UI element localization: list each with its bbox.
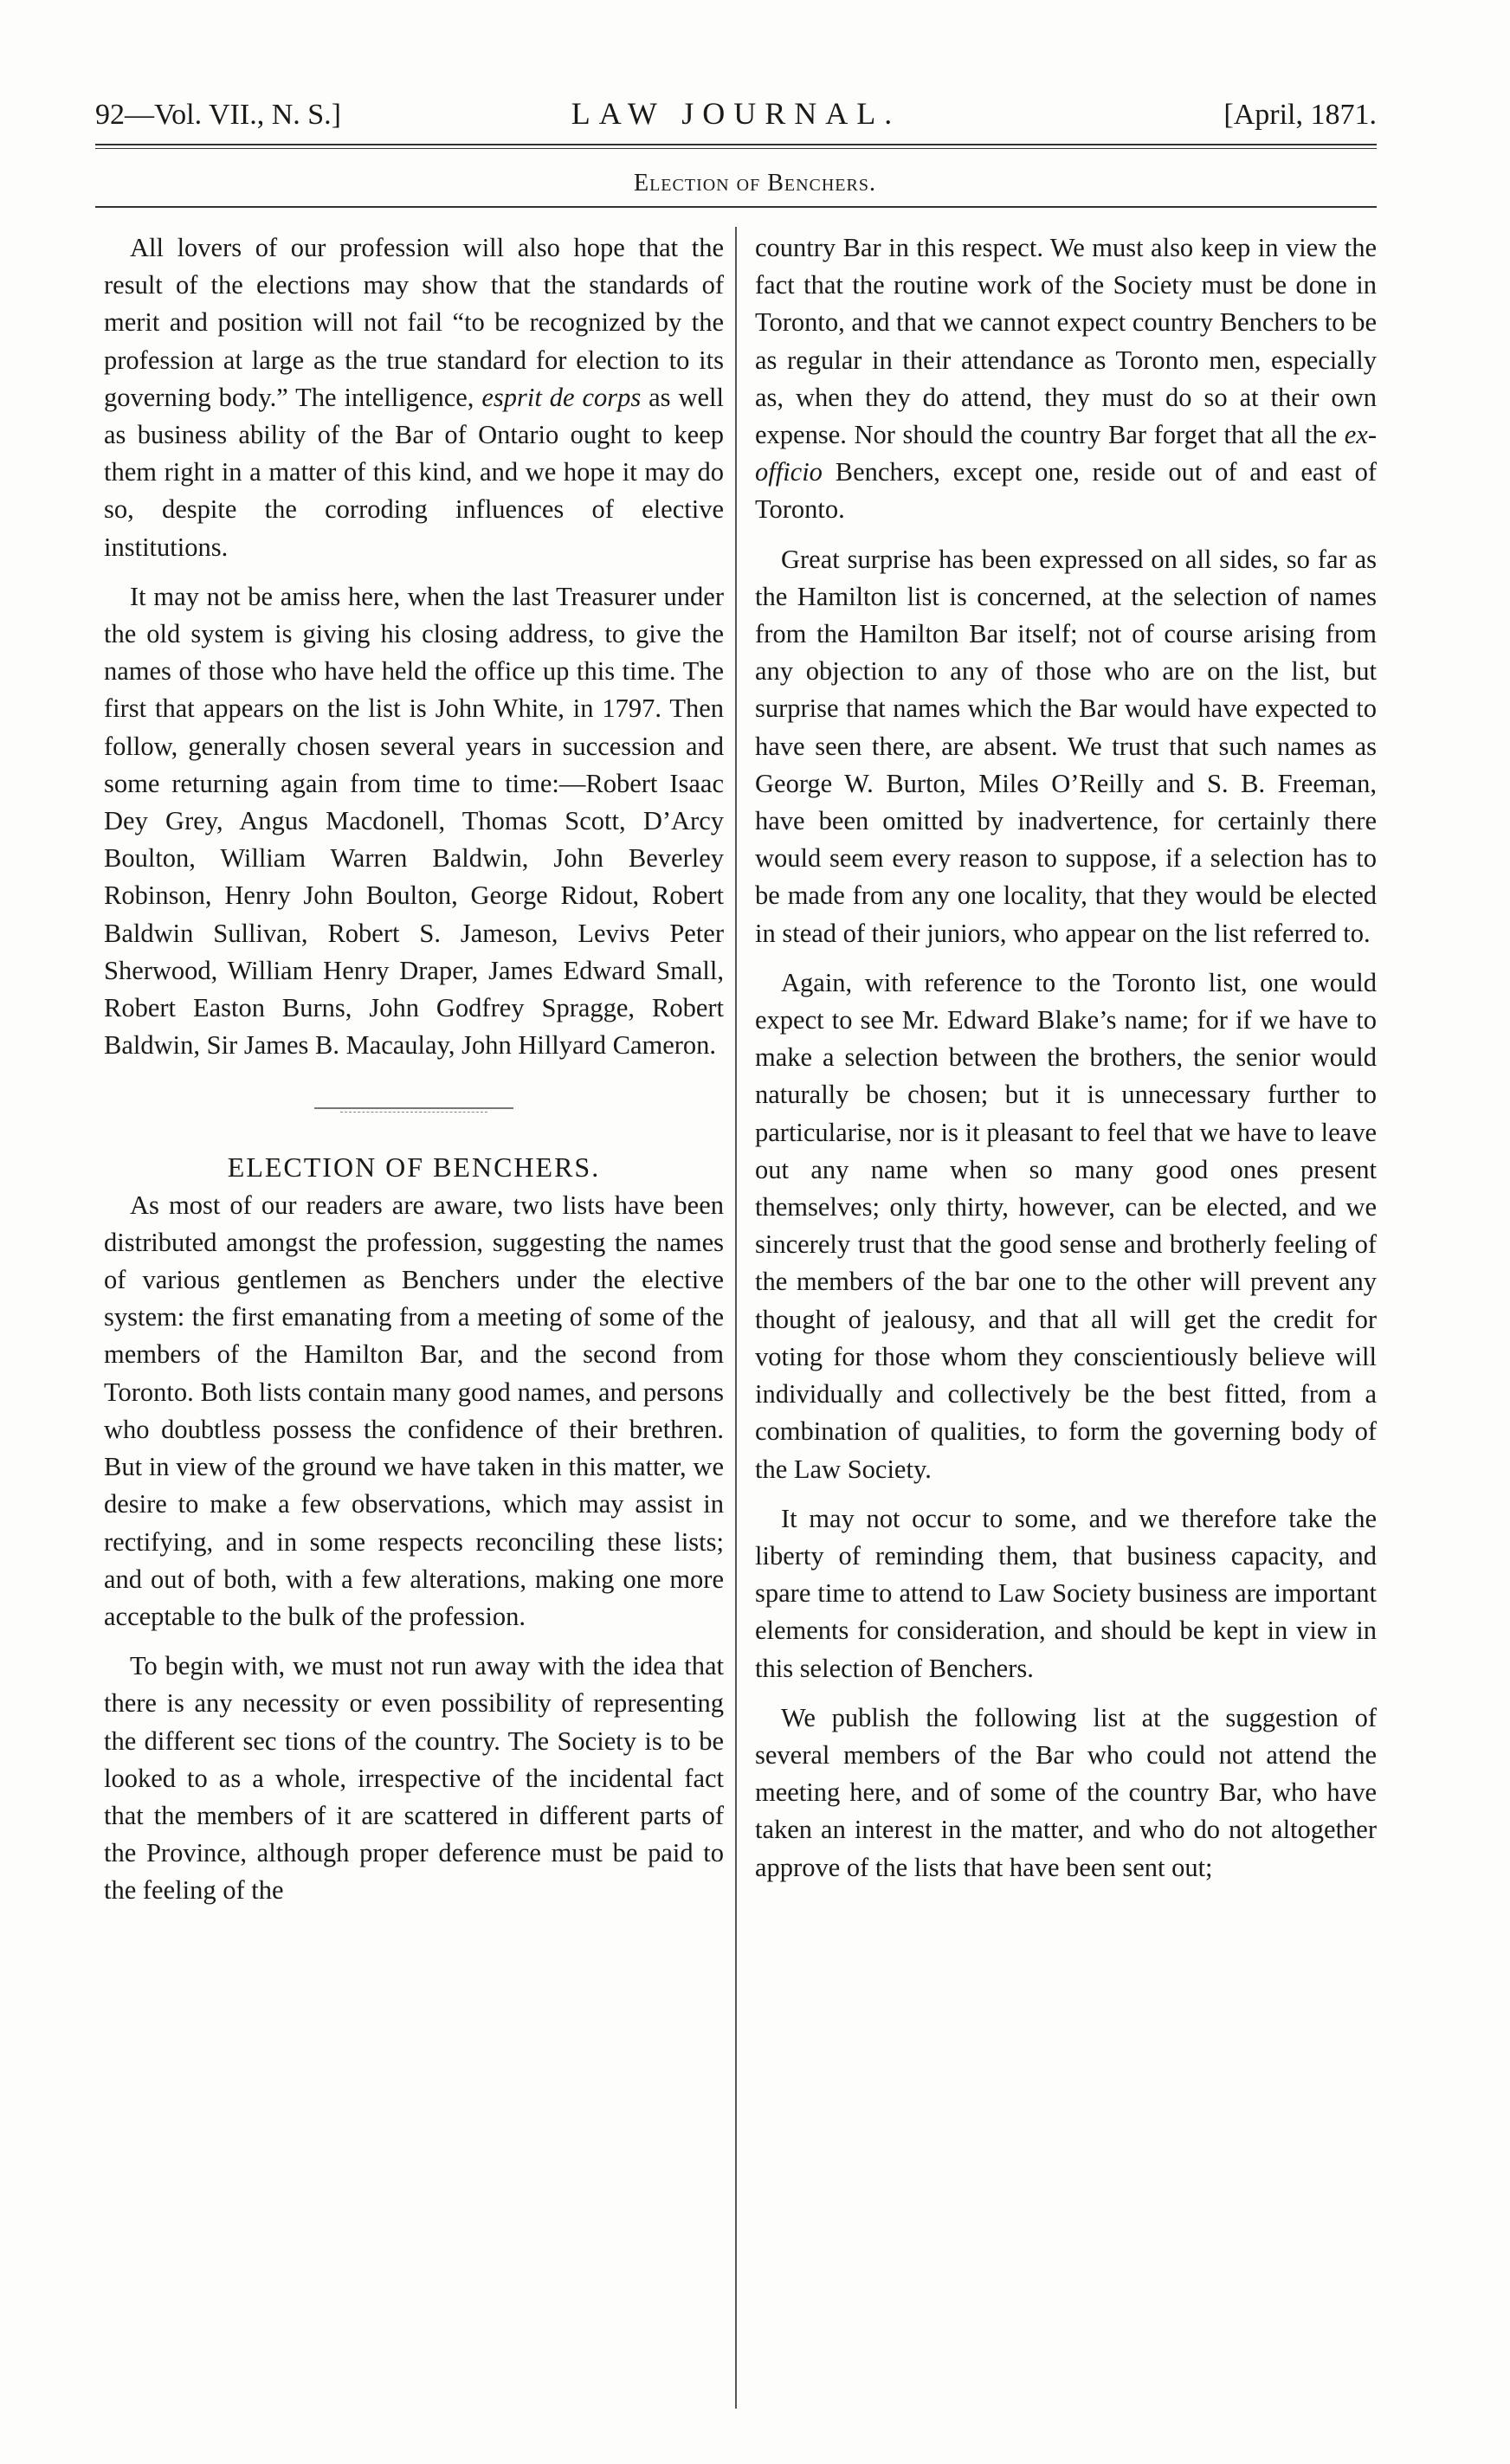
paragraph: Again, with reference to the Toronto list, one would expect to see Mr. Edward Blake’s name; for if we have to make a selection between the brothers, the senior would naturally be chosen; but it is unnecessary further to particularise, nor is it pleasant to feel that we have to leave out any name when so many good ones present themselves; only thirty, however, can be elected, and we sincerely trust that the good sense and brotherly feeling of the members of the bar one to the other will prevent any thought of jealousy, and that all will get the credit for voting for those whom they conscientiously believe will individually and collectively be the best fitted, from a combination of qualities, to form the governing body of the Law Society. (755, 967, 1377, 1484)
right-column (755, 229, 1377, 1887)
running-head-rule (95, 206, 1377, 208)
paragraph: Great surprise has been expressed on all sides, so far as the Hamilton list is concerned, at the selection of names from the Hamilton Bar itself; not of course arising from any objection to any of those who are on the list, but surprise that names which the Bar would have expected to have seen there, are absent. We trust that such names as George W. Burton, Miles O’Reilly and S. B. Freeman, have been omitted by inadvertence, for certainly there would seem every reason to suppose, if a selection has to be made from any one locality, that they would be elected in stead of their juniors, who appear on the list referred to. (755, 544, 1377, 948)
volume-page-label: 92—Vol. VII., N. S.] (95, 99, 341, 131)
section-ornament (314, 1106, 513, 1114)
paragraph: All lovers of our profession will also hope that the result of the elections may show that the standards of merit and position will not fail “to be recognized by the profession at large as the true standard for election to its governing body.” The intelligence, esprit de corps as well as business ability of the Bar of Ontario ought to keep them right in a matter of this kind, and we hope it may do so, despite the corroding influences of elective institutions. (104, 233, 724, 562)
paragraph: country Bar in this respect. We must also keep in view the fact that the routine work of the Society must be done in Toronto, and that we cannot expect country Benchers to be as regular in their attendance as Toronto men, especially as, when they do attend, they must do so at their own expense. Nor should the country Bar forget that all the ex-officio Benchers, except one, reside out of and east of Toronto. (755, 233, 1377, 525)
paragraph: It may not occur to some, and we therefore take the liberty of reminding them, that business capacity, and spare time to attend to Law Society business are important elements for consideration, and should be kept in view in this selection of Benchers. (755, 1503, 1377, 1683)
issue-date: [April, 1871. (1223, 99, 1377, 131)
paragraph: To begin with, we must not run away with the idea that there is any necessity or even possibility of representing the different sec tions of the country. The Society is to be looked to as a whole, irrespective of the incidental fact that the members of it are scattered in different parts of the Province, although proper deference must be paid to the feeling of the (104, 1651, 724, 1906)
left-column (104, 229, 724, 1910)
paragraph: We publish the following list at the suggestion of several members of the Bar who could not attend the meeting here, and of some of the country Bar, who have taken an interest in the matter, and who do not altogether approve of the lists that have been sent out; (755, 1702, 1377, 1882)
running-head: Election of Benchers. (633, 170, 876, 197)
page-header (95, 94, 1377, 137)
journal-title: LAW JOURNAL. (571, 96, 901, 131)
paragraph: As most of our readers are aware, two lists have been distributed amongst the profession, suggesting the names of various gentlemen as Benchers under the elective system: the first emanating from a meeting of some of the members of the Hamilton Bar, and the second from Toronto. Both lists contain many good names, and persons who doubtless possess the confidence of their brethren. But in view of the ground we have taken in this matter, we desire to make a few observations, which may assist in rectifying, and in some respects reconciling these lists; and out of both, with a few alterations, making one more acceptable to the bulk of the profession. (104, 1190, 724, 1631)
header-rule (95, 144, 1377, 149)
column-divider (735, 227, 737, 2409)
paragraph: It may not be amiss here, when the last Treasurer under the old system is giving his closing address, to give the names of those who have held the office up this time. The first that appears on the list is John White, in 1797. Then follow, generally chosen several years in succession and some returning again from time to time:—Robert Isaac Dey Grey, Angus Macdonell, Thomas Scott, D’Arcy Boulton, William Warren Baldwin, John Beverley Robinson, Henry John Boulton, George Ridout, Robert Baldwin Sullivan, Robert S. Jameson, Levivs Peter Sherwood, William Henry Draper, James Edward Small, Robert Easton Burns, John Godfrey Spragge, Robert Baldwin, Sir James B. Macaulay, John Hillyard Cameron. (104, 581, 724, 1061)
section-title: ELECTION OF BENCHERS. (227, 1151, 601, 1184)
